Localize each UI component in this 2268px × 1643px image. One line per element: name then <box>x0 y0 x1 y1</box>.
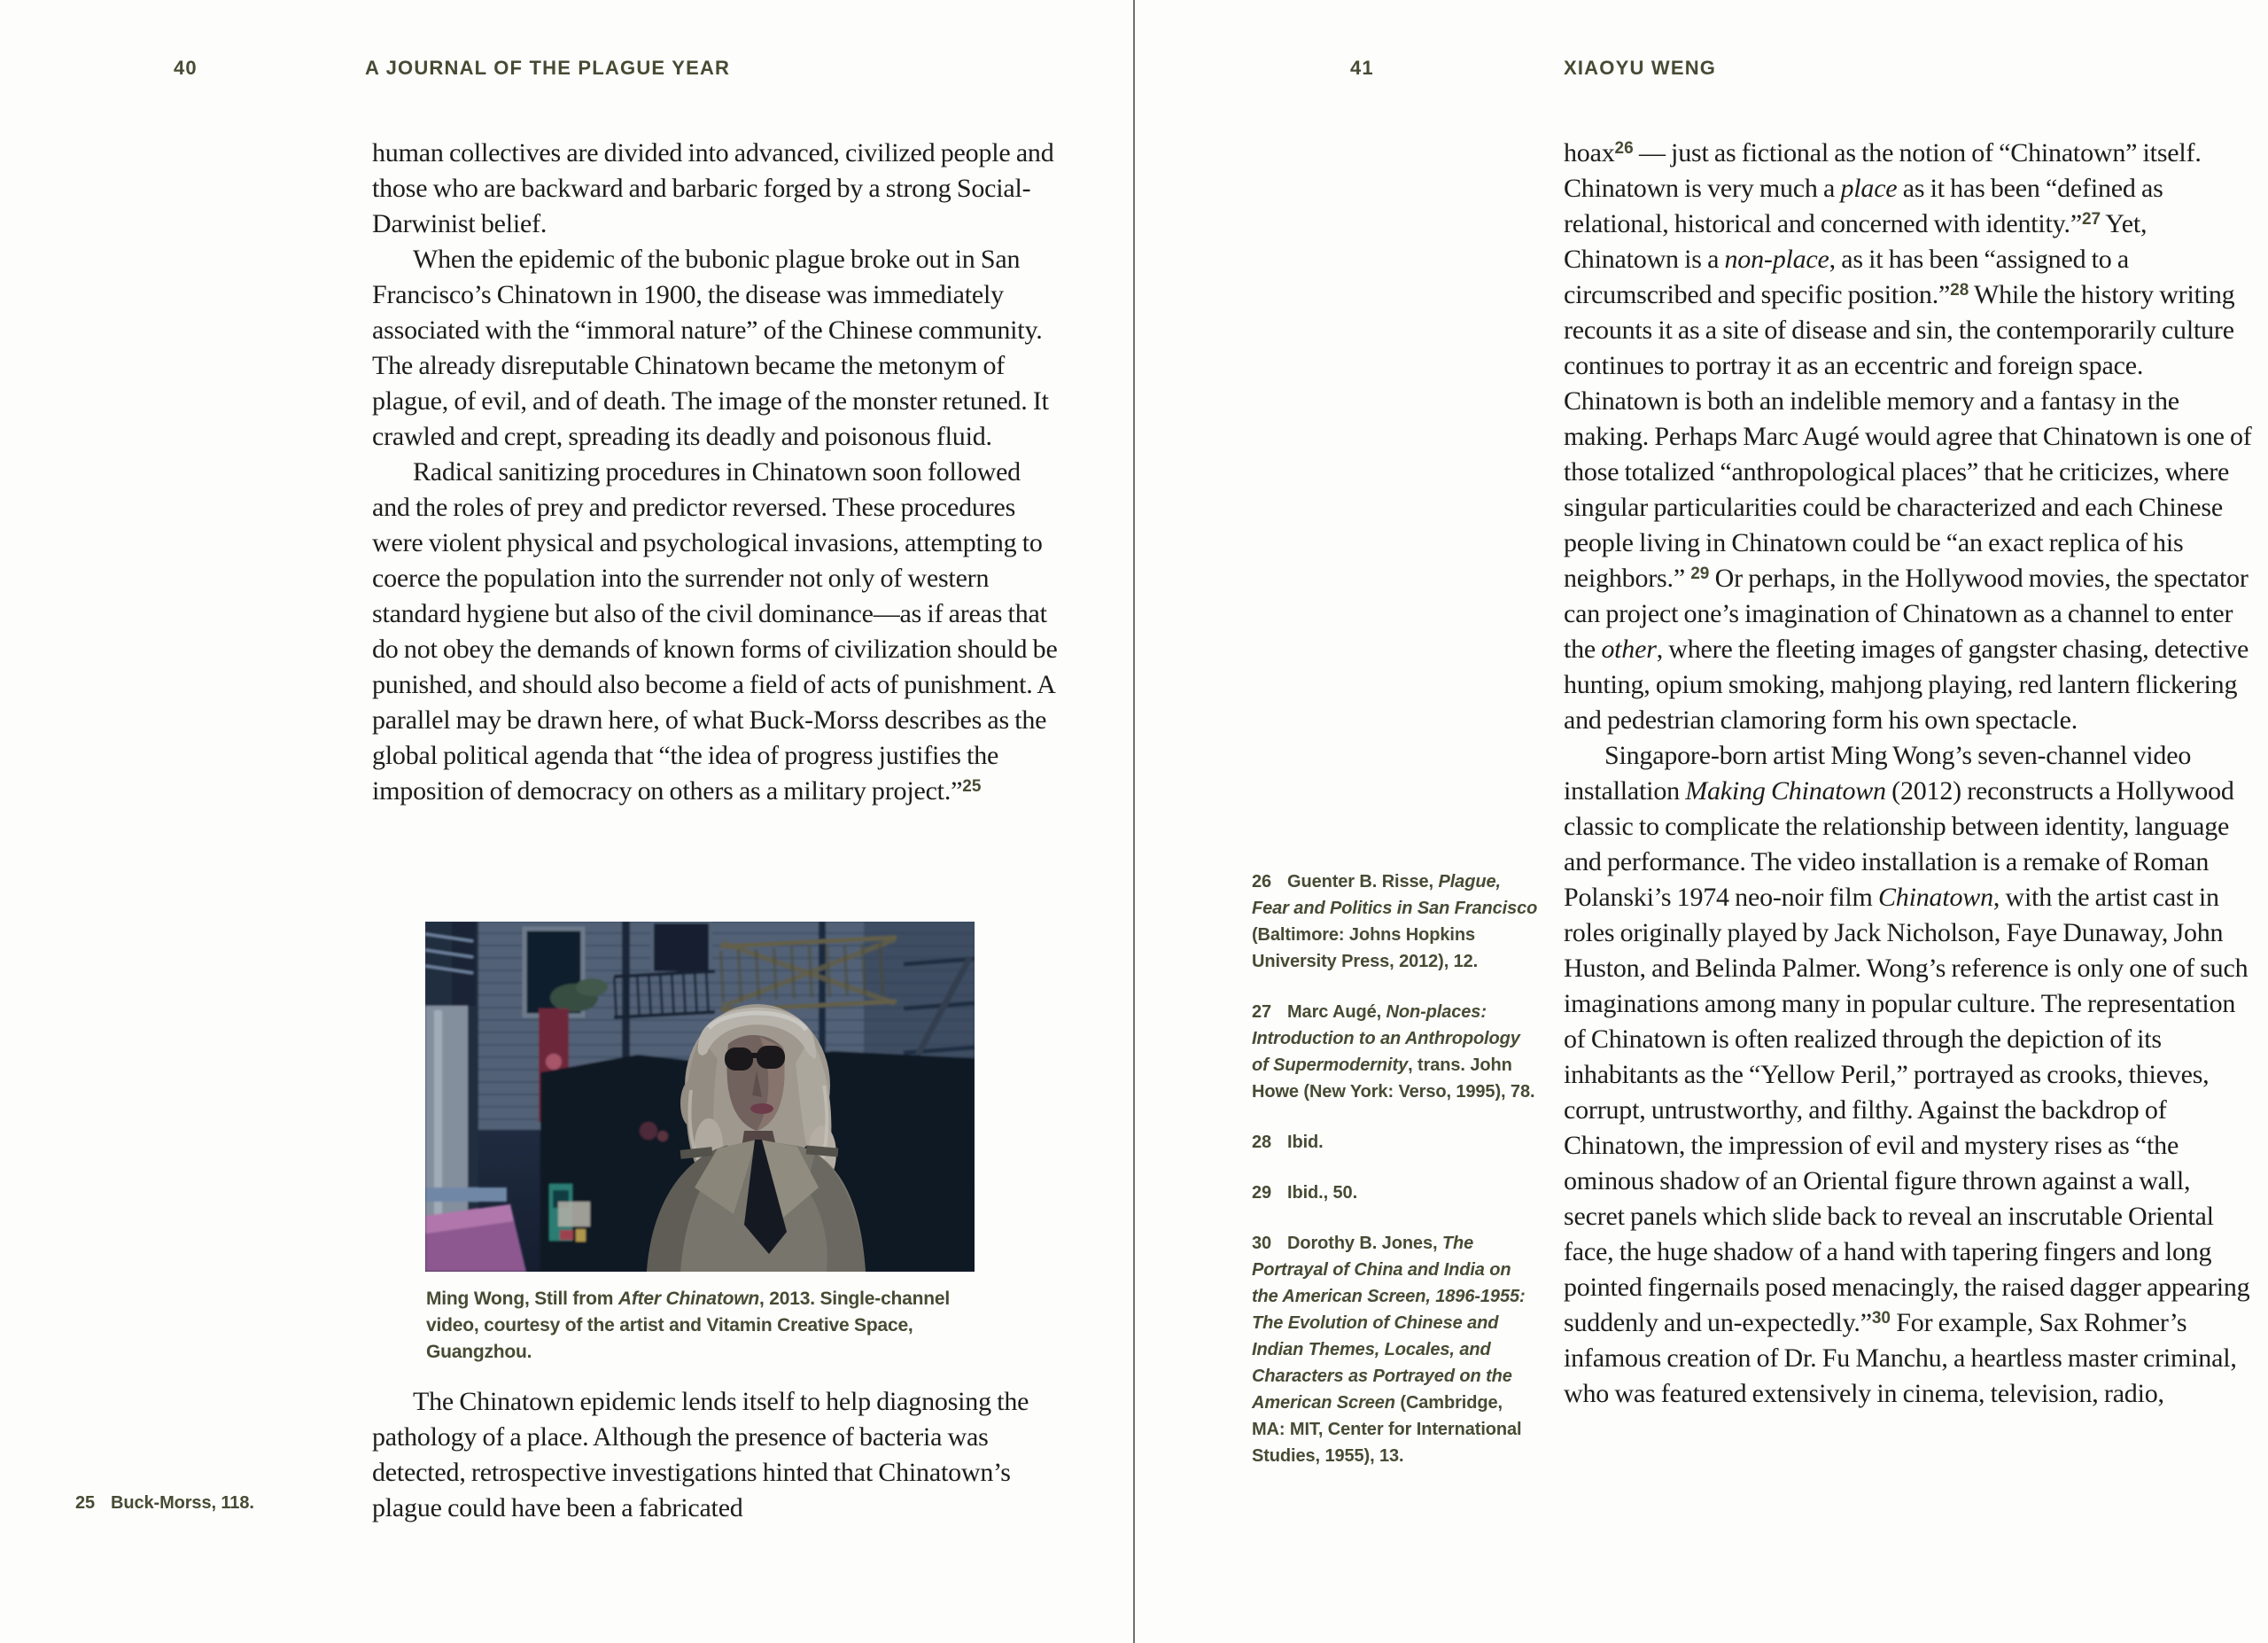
footnote-text: Ibid. <box>1287 1133 1324 1152</box>
footnote-30 <box>1252 1230 1540 1469</box>
footnote-number: 30 <box>1252 1234 1272 1253</box>
footnote-28 <box>1252 1129 1540 1156</box>
paragraph: The Chinatown epidemic lends itself to help diagnosing the pathology of a place. Although the presence of bacteria was detected, retrospective investigations hinted that Chinatown’s plague could have been a fabricated <box>372 1387 1029 1522</box>
right-page-body <box>1564 136 2255 1412</box>
footnote-27 <box>1252 999 1540 1105</box>
footnote-number: 28 <box>1252 1133 1272 1152</box>
right-page-number: 41 <box>1350 57 1374 79</box>
page-gutter-divider <box>1133 0 1135 1643</box>
paragraph: hoax$^{26}$ — just as fictional as the notion of “Chinatown” itself. Chinatown is very much a place as it has been “defined as relational, historical and concerned with identity.”$^{27}$ Yet, Chinatown is a non-place, as it has been “assigned to a circumscribed and specific position.”$^{28}$ While the history writing recounts it as a site of disease and sin, the contemporarily culture continues to portray it as an eccentric and foreign space. Chinatown is both an indelible memory and a fantasy in the making. Perhaps Marc Augé would agree that Chinatown is one of those totalized “anthropological places” that he criticizes, where singular particularities could be characterized and each Chinese people living in Chinatown could be “an exact replica of his neighbors.” $^{29}$ Or perhaps, in the Hollywood movies, the spectator can project one’s imagination of Chinatown as a channel to enter the other, where the fleeting images of gangster chasing, detective hunting, opium smoking, mahjong playing, red lantern flickering and pedestrian clamoring form his own spectacle. <box>1564 138 2252 735</box>
footnote-number: 27 <box>1252 1002 1272 1022</box>
film-still-illustration <box>425 922 975 1272</box>
footnote-number: 29 <box>1252 1183 1272 1203</box>
footnote-number: 26 <box>1252 872 1272 892</box>
paragraph: Singapore-born artist Ming Wong’s seven-channel video installation Making Chinatown (2012) reconstructs a Hollywood classic to complicate the relationship between identity, language and performance. The video installation is a remake of Roman Polanski’s 1974 neo-noir film Chinatown, with the artist cast in roles originally played by Jack Nicholson, Faye Dunaway, John Huston, and Belinda Palmer. Wong’s reference is only one of such imaginations among many in popular culture. The representation of Chinatown is often realized through the depiction of its inhabitants as the “Yellow Peril,” portrayed as crooks, thieves, corrupt, untrustworthy, and filthy. Against the backdrop of Chinatown, the impression of evil and mystery rises as “the ominous shadow of an Oriental figure thrown against a wall, secret panels which slide back to reveal an inscrutable Oriental face, the huge shadow of a hand with tapering fingers and long pointed fingernails posed menacingly, the raised dagger appearing suddenly and un-expectedly.”$^{30}$ For example, Sax Rohmer’s infamous creation of Dr. Fu Manchu, a heartless master criminal, who was featured extensively in cinema, television, radio, <box>1564 741 2250 1408</box>
paragraph: human collectives are divided into advanced, civilized people and those who are backward and barbaric forged by a strong Social-Darwinist belief. <box>372 138 1054 238</box>
left-page-number: 40 <box>174 57 198 79</box>
left-running-header: A JOURNAL OF THE PLAGUE YEAR <box>365 57 731 79</box>
footnote-text: Guenter B. Risse, Plague, Fear and Politics in San Francisco (Baltimore: Johns Hopkins University Press, 2012), 12. <box>1252 872 1538 971</box>
footnote-29 <box>1252 1180 1540 1206</box>
footnote-26 <box>1252 868 1540 975</box>
footnote-text: Buck-Morss, 118. <box>111 1493 254 1513</box>
paragraph: Radical sanitizing procedures in Chinatown soon followed and the roles of prey and predictor reversed. These procedures were violent physical and psychological invasions, attempting to coerce the population into the surrender not only of western standard hygiene but also of the civil dominance—as if areas that do not obey the demands of known forms of civilization should be punished, and should also become a field of acts of punishment. A parallel may be drawn here, of what Buck-Morss describes as the global political agenda that “the idea of progress justifies the imposition of democracy on others as a military project.”$^{25}$ <box>372 457 1058 806</box>
figure-caption: Ming Wong, Still from After Chinatown, 2013. Single-channel video, courtesy of the artist and Vitamin Creative Space, Guangzhou. <box>426 1289 951 1362</box>
footnote-25 <box>75 1490 368 1516</box>
footnotes-column <box>1252 868 1540 1493</box>
left-page-body <box>372 136 1063 809</box>
paragraph: When the epidemic of the bubonic plague broke out in San Francisco’s Chinatown in 1900, the disease was immediately associated with the “immoral nature” of the Chinese community. The already disreputable Chinatown became the metonym of plague, of evil, and of death. The image of the monster retuned. It crawled and crept, spreading its deadly and poisonous fluid. <box>372 245 1049 451</box>
right-running-header: XIAOYU WENG <box>1564 57 1717 79</box>
footnote-text: Ibid., 50. <box>1287 1183 1358 1203</box>
footnote-number: 25 <box>75 1493 96 1513</box>
footnote-text: Dorothy B. Jones, The Portrayal of China and India on the American Screen, 1896-1955: The Evolution of Chinese and Indian Themes, Locales, and Characters as Portrayed on the American Screen (Cambridge, MA: MIT, Center for International Studies, 1955), 13. <box>1252 1234 1526 1466</box>
after-chinatown-film-still <box>425 922 975 1272</box>
footnote-text: Marc Augé, Non-places: Introduction to an Anthropology of Supermodernity, trans. John Howe (New York: Verso, 1995), 78. <box>1252 1002 1535 1102</box>
